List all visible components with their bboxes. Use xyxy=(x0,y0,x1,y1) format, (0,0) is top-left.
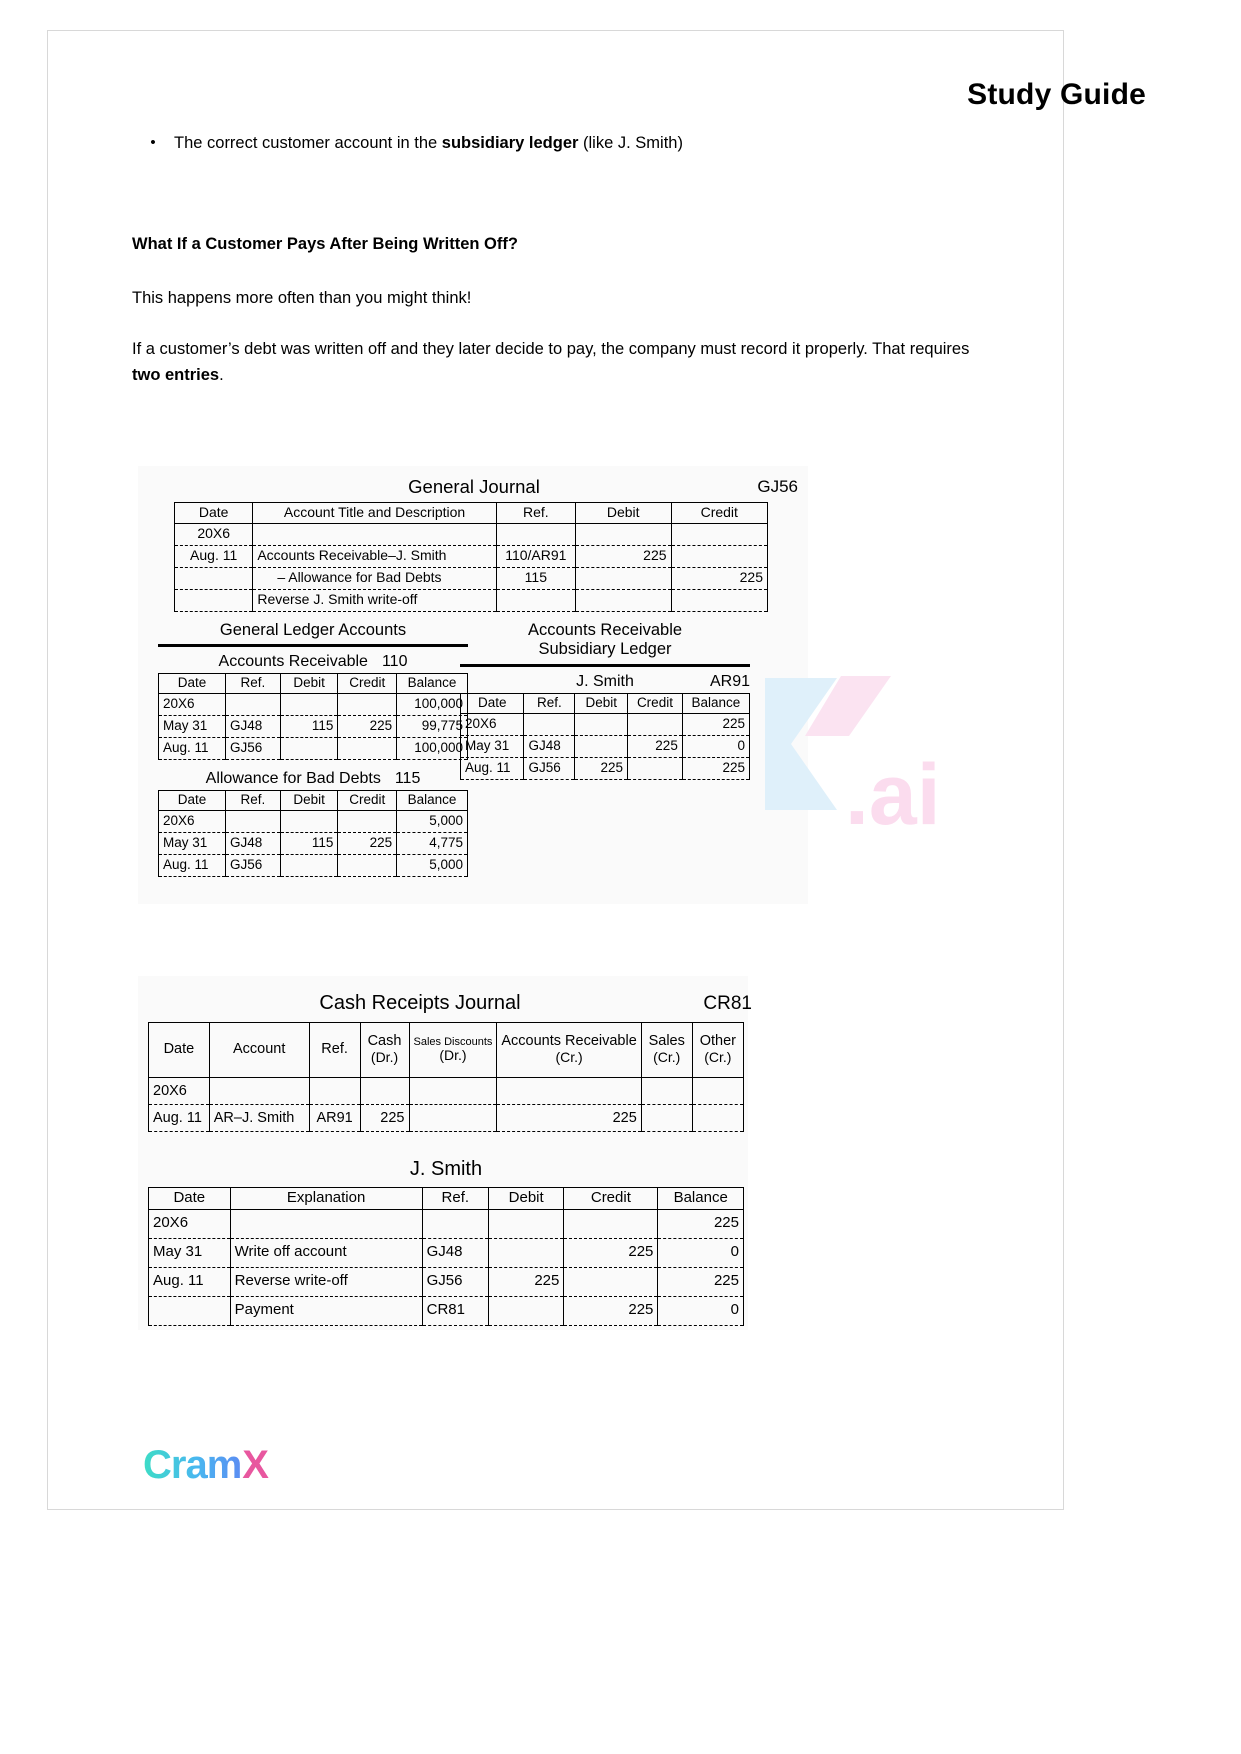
cell-ref xyxy=(422,1209,488,1238)
table-header-row xyxy=(149,1188,744,1210)
cell-debit xyxy=(488,1296,563,1325)
general-journal-block xyxy=(174,476,798,612)
column-header-sales-label: Sales xyxy=(648,1033,685,1050)
cell-credit xyxy=(564,1209,658,1238)
table-header-row xyxy=(149,1023,744,1078)
cell-ref: AR91 xyxy=(309,1105,360,1132)
smith-account-title: J. Smith xyxy=(409,1158,483,1180)
cell-date xyxy=(149,1296,231,1325)
column-header-ref: Ref. xyxy=(309,1023,360,1078)
cash-receipts-journal-block xyxy=(148,992,752,1132)
cell-date: May 31 xyxy=(149,1238,231,1267)
cell-credit xyxy=(671,545,767,567)
table-row xyxy=(461,735,750,757)
cell-ref xyxy=(496,589,575,611)
bullet-list-item xyxy=(132,132,982,155)
cell-date xyxy=(175,567,253,589)
column-header-account: Account xyxy=(209,1023,309,1078)
bullet-marker: • xyxy=(150,134,156,151)
bullet-text-after: (like J. Smith) xyxy=(578,134,683,152)
cell-ref: GJ56 xyxy=(422,1267,488,1296)
cell-date: Aug. 11 xyxy=(159,738,226,760)
cell-debit xyxy=(575,713,628,735)
cell-debit: 225 xyxy=(575,545,671,567)
column-header-ref: Ref. xyxy=(496,503,575,524)
column-header-credit: Credit xyxy=(338,791,397,811)
cell-sales-discounts xyxy=(409,1105,497,1132)
cell-balance: 5,000 xyxy=(397,811,468,833)
cell-ref xyxy=(309,1078,360,1105)
cell-debit xyxy=(280,811,338,833)
cell-ref: GJ48 xyxy=(422,1238,488,1267)
divider xyxy=(460,664,750,667)
column-header-sales-discounts-sub: (Dr.) xyxy=(439,1047,467,1064)
cell-account: Accounts Receivable–J. Smith xyxy=(253,545,496,567)
paragraph-2-bold: two entries xyxy=(132,365,220,384)
column-header-other-label: Other xyxy=(699,1033,736,1050)
general-ledger-block xyxy=(158,621,468,877)
cell-date: Aug. 11 xyxy=(159,855,226,877)
column-header-ref: Ref. xyxy=(226,674,281,694)
general-journal-table xyxy=(174,502,768,612)
bullet-text xyxy=(174,132,683,155)
cell-debit xyxy=(280,738,338,760)
table-row xyxy=(159,855,468,877)
column-header-account: Account Title and Description xyxy=(253,503,496,524)
table-row xyxy=(159,811,468,833)
cell-balance: 5,000 xyxy=(397,855,468,877)
cell-debit xyxy=(575,735,628,757)
cell-debit xyxy=(575,523,671,545)
table-row xyxy=(159,738,468,760)
cell-credit xyxy=(671,523,767,545)
allowance-bad-debts-ledger-table xyxy=(158,790,468,877)
table-row xyxy=(149,1296,744,1325)
cell-ref: GJ56 xyxy=(524,757,575,779)
subsidiary-ledger-heading xyxy=(460,621,750,660)
cell-explanation: Reverse write-off xyxy=(230,1267,422,1296)
cell-credit xyxy=(671,589,767,611)
cell-balance: 0 xyxy=(658,1238,744,1267)
cash-receipts-journal-code: CR81 xyxy=(703,993,752,1014)
column-header-accounts-receivable-label: Accounts Receivable xyxy=(501,1033,637,1050)
smith-account-block xyxy=(148,1158,744,1326)
table-header-row xyxy=(159,791,468,811)
cell-debit: 115 xyxy=(280,833,338,855)
cell-credit xyxy=(628,757,683,779)
smith-account-name: J. Smith xyxy=(576,672,634,690)
cell-credit: 225 xyxy=(564,1238,658,1267)
cell-date xyxy=(175,589,253,611)
column-header-debit: Debit xyxy=(488,1188,563,1210)
cell-credit: 225 xyxy=(628,735,683,757)
cell-other xyxy=(692,1078,743,1105)
cell-ref xyxy=(226,811,281,833)
cell-credit xyxy=(628,713,683,735)
cell-balance: 100,000 xyxy=(397,738,468,760)
column-header-cash xyxy=(360,1023,409,1078)
column-header-other xyxy=(692,1023,743,1078)
column-header-other-sub: (Cr.) xyxy=(704,1049,732,1066)
column-header-sales-discounts-label: Sales Discounts xyxy=(413,1036,493,1049)
cell-balance: 225 xyxy=(682,713,749,735)
column-header-date: Date xyxy=(175,503,253,524)
table-row xyxy=(175,567,768,589)
cell-account: – Allowance for Bad Debts xyxy=(253,567,496,589)
cell-credit: 225 xyxy=(338,716,397,738)
cell-ref: GJ48 xyxy=(226,833,281,855)
cell-ref xyxy=(496,523,575,545)
cell-explanation: Write off account xyxy=(230,1238,422,1267)
cell-credit: 225 xyxy=(338,833,397,855)
cell-balance: 0 xyxy=(682,735,749,757)
cell-date: May 31 xyxy=(159,716,226,738)
column-header-credit: Credit xyxy=(338,674,397,694)
column-header-date: Date xyxy=(159,791,226,811)
ar-account-name-row xyxy=(158,653,468,671)
cell-account: Reverse J. Smith write-off xyxy=(253,589,496,611)
bullet-text-bold: subsidiary ledger xyxy=(441,134,579,152)
cell-ref: 115 xyxy=(496,567,575,589)
cell-other xyxy=(692,1105,743,1132)
cell-credit: 225 xyxy=(564,1296,658,1325)
general-ledger-heading: General Ledger Accounts xyxy=(219,621,407,639)
cell-balance: 225 xyxy=(682,757,749,779)
allowance-account-name-row xyxy=(158,770,468,788)
cell-ref: GJ56 xyxy=(226,738,281,760)
table-row xyxy=(159,716,468,738)
column-header-cash-label: Cash xyxy=(367,1033,402,1050)
column-header-debit: Debit xyxy=(280,674,338,694)
table-row xyxy=(149,1078,744,1105)
column-header-explanation: Explanation xyxy=(230,1188,422,1210)
cell-debit xyxy=(488,1209,563,1238)
column-header-ref: Ref. xyxy=(422,1188,488,1210)
cell-credit xyxy=(338,694,397,716)
paragraph-2 xyxy=(132,337,992,388)
column-header-balance: Balance xyxy=(397,674,468,694)
table-row xyxy=(159,833,468,855)
paragraph-2-before: If a customer’s debt was written off and they later decide to pay, the company must record it properly. That requires xyxy=(132,340,970,358)
cell-sales xyxy=(641,1105,692,1132)
cell-ref: 110/AR91 xyxy=(496,545,575,567)
column-header-date: Date xyxy=(149,1023,210,1078)
column-header-debit: Debit xyxy=(575,503,671,524)
cell-account xyxy=(253,523,496,545)
divider xyxy=(158,644,468,647)
column-header-cash-sub: (Dr.) xyxy=(370,1049,399,1066)
column-header-date: Date xyxy=(159,674,226,694)
cell-balance: 225 xyxy=(658,1209,744,1238)
smith-account-name-row xyxy=(460,673,750,691)
ar-account-name: Accounts Receivable xyxy=(218,653,368,671)
subsidiary-ledger-heading-line-2: Subsidiary Ledger xyxy=(538,640,672,659)
general-journal-header xyxy=(174,476,798,502)
cell-debit xyxy=(488,1238,563,1267)
cell-date: Aug. 11 xyxy=(149,1105,210,1132)
cell-sales xyxy=(641,1078,692,1105)
column-header-sales xyxy=(641,1023,692,1078)
cell-date: 20X6 xyxy=(149,1209,231,1238)
column-header-credit: Credit xyxy=(671,503,767,524)
cash-receipts-journal-header xyxy=(148,992,752,1022)
cell-cash xyxy=(360,1078,409,1105)
smith-subsidiary-ledger-table xyxy=(460,693,750,780)
table-row xyxy=(149,1267,744,1296)
ar-account-number: 110 xyxy=(381,653,408,671)
column-header-credit: Credit xyxy=(564,1188,658,1210)
cell-date: 20X6 xyxy=(159,694,226,716)
figure-journal-and-ledgers xyxy=(138,466,808,904)
column-header-balance: Balance xyxy=(397,791,468,811)
table-row xyxy=(175,589,768,611)
svg-text:.ai: .ai xyxy=(845,747,941,843)
cell-ref: GJ56 xyxy=(226,855,281,877)
accounts-receivable-ledger-table xyxy=(158,673,468,760)
cell-date: May 31 xyxy=(461,735,524,757)
cell-debit xyxy=(575,567,671,589)
cell-ref xyxy=(524,713,575,735)
cell-balance: 4,775 xyxy=(397,833,468,855)
cell-debit: 225 xyxy=(488,1267,563,1296)
table-row xyxy=(461,757,750,779)
cell-credit xyxy=(338,738,397,760)
table-row xyxy=(175,523,768,545)
cell-date: May 31 xyxy=(159,833,226,855)
smith-account-number: AR91 xyxy=(709,672,750,690)
figure-cash-receipts-and-smith xyxy=(138,976,752,1330)
cramx-logo xyxy=(143,1443,268,1488)
column-header-debit: Debit xyxy=(575,693,628,713)
cell-date: 20X6 xyxy=(149,1078,210,1105)
cell-date: Aug. 11 xyxy=(149,1267,231,1296)
cell-explanation: Payment xyxy=(230,1296,422,1325)
table-row xyxy=(149,1209,744,1238)
cell-balance: 100,000 xyxy=(397,694,468,716)
column-header-date: Date xyxy=(461,693,524,713)
table-row xyxy=(149,1105,744,1132)
smith-account-table xyxy=(148,1187,744,1326)
table-header-row xyxy=(159,674,468,694)
cell-accounts-receivable: 225 xyxy=(497,1105,641,1132)
cell-debit xyxy=(280,855,338,877)
general-journal-title: General Journal xyxy=(408,476,540,497)
column-header-balance: Balance xyxy=(658,1188,744,1210)
column-header-sales-discounts xyxy=(409,1023,497,1078)
column-header-balance: Balance xyxy=(682,693,749,713)
cell-ref: GJ48 xyxy=(524,735,575,757)
column-header-ref: Ref. xyxy=(524,693,575,713)
table-row xyxy=(149,1238,744,1267)
cell-date: Aug. 11 xyxy=(175,545,253,567)
table-row xyxy=(461,713,750,735)
cell-balance: 99,775 xyxy=(397,716,468,738)
cell-explanation xyxy=(230,1209,422,1238)
cell-account xyxy=(209,1078,309,1105)
subsidiary-ledger-heading-line-1: Accounts Receivable xyxy=(527,621,683,639)
cell-date: 20X6 xyxy=(461,713,524,735)
table-header-row xyxy=(461,693,750,713)
cell-debit: 115 xyxy=(280,716,338,738)
cell-credit: 225 xyxy=(671,567,767,589)
column-header-date: Date xyxy=(149,1188,231,1210)
cell-accounts-receivable xyxy=(497,1078,641,1105)
cell-account: AR–J. Smith xyxy=(209,1105,309,1132)
cash-receipts-journal-title: Cash Receipts Journal xyxy=(319,992,521,1014)
logo-text-cram: Cram xyxy=(143,1443,242,1487)
column-header-accounts-receivable-sub: (Cr.) xyxy=(555,1049,583,1066)
cell-debit xyxy=(575,589,671,611)
column-header-debit: Debit xyxy=(280,791,338,811)
bullet-text-before: The correct customer account in the xyxy=(174,134,442,152)
allowance-account-number: 115 xyxy=(394,770,421,788)
logo-text-x: X xyxy=(242,1443,268,1487)
section-heading: What If a Customer Pays After Being Written Off? xyxy=(132,235,518,253)
allowance-account-name: Allowance for Bad Debts xyxy=(205,770,381,788)
cell-ref: CR81 xyxy=(422,1296,488,1325)
general-journal-code: GJ56 xyxy=(757,477,798,496)
cell-ref: GJ48 xyxy=(226,716,281,738)
cell-date: 20X6 xyxy=(159,811,226,833)
page-title: Study Guide xyxy=(967,78,1146,111)
table-row xyxy=(159,694,468,716)
paragraph-2-after: . xyxy=(219,365,224,384)
cell-date: Aug. 11 xyxy=(461,757,524,779)
subsidiary-ledger-block xyxy=(460,621,750,780)
column-header-accounts-receivable xyxy=(497,1023,641,1078)
column-header-sales-sub: (Cr.) xyxy=(653,1049,681,1066)
cell-debit xyxy=(280,694,338,716)
cell-cash: 225 xyxy=(360,1105,409,1132)
cell-credit xyxy=(338,855,397,877)
cell-sales-discounts xyxy=(409,1078,497,1105)
paragraph-1: This happens more often than you might think! xyxy=(132,289,472,307)
table-header-row xyxy=(175,503,768,524)
cell-balance: 0 xyxy=(658,1296,744,1325)
table-row xyxy=(175,545,768,567)
cell-ref xyxy=(226,694,281,716)
cell-credit xyxy=(564,1267,658,1296)
cash-receipts-journal-table xyxy=(148,1022,744,1132)
column-header-ref: Ref. xyxy=(226,791,281,811)
cell-balance: 225 xyxy=(658,1267,744,1296)
cell-date: 20X6 xyxy=(175,523,253,545)
cell-debit: 225 xyxy=(575,757,628,779)
column-header-credit: Credit xyxy=(628,693,683,713)
cell-credit xyxy=(338,811,397,833)
